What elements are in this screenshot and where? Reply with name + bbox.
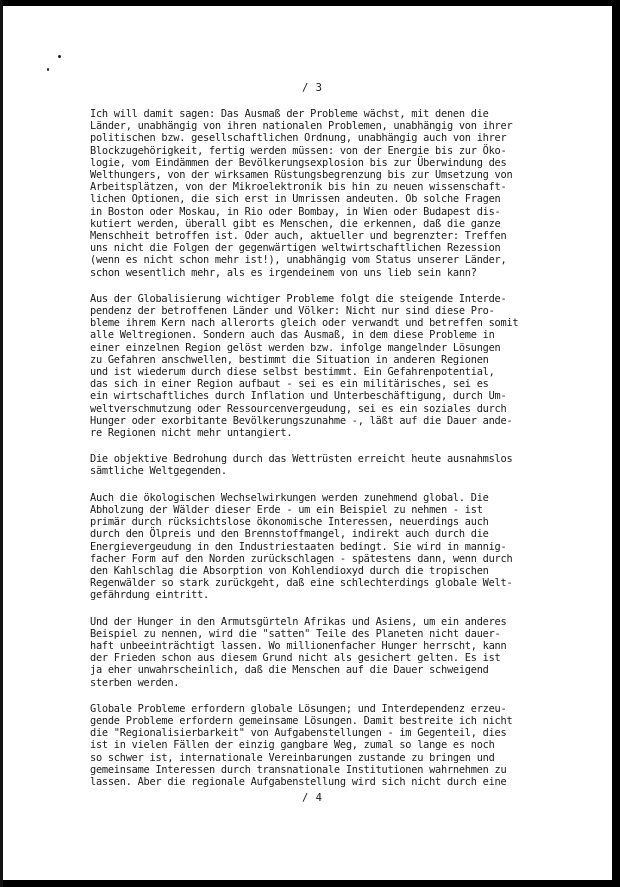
text-line: gefährdung eintritt. bbox=[90, 589, 209, 602]
text-line: Ich will damit sagen: Das Ausmaß der Probleme wächst, mit denen die bbox=[90, 108, 489, 120]
scan-border-top bbox=[0, 0, 620, 6]
text-line: kutiert werden, überall gibt es Menschen, die erkennen, daß die ganze bbox=[90, 217, 501, 230]
text-line: zu Gefahren anschwellen, bestimmt die Situation in anderen Regionen bbox=[90, 353, 489, 366]
scan-speck bbox=[58, 55, 61, 58]
text-line: sämtliche Weltgegenden. bbox=[90, 465, 227, 478]
text-line: Die objektive Bedrohung durch das Wettrüsten erreicht heute ausnahmslos bbox=[90, 453, 513, 466]
page-number-top: / 3 bbox=[302, 82, 323, 94]
scan-speck bbox=[47, 68, 49, 71]
text-line: in Boston oder Moskau, in Rio oder Bombay, in Wien oder Budapest dis- bbox=[90, 205, 501, 218]
text-line: haft unbeeinträchtigt lassen. Wo millionenfacher Hunger herrscht, kann bbox=[90, 639, 507, 652]
text-line: Regenwälder so stark zurückgeht, daß eine schlechterdings globale Welt- bbox=[90, 577, 513, 590]
text-line: ein wirtschaftliches durch Inflation und Unterbeschäftigung, durch Um- bbox=[90, 390, 507, 403]
text-line: facher Form auf den Norden zurückschlagen - spätestens dann, wenn durch bbox=[90, 552, 513, 565]
text-line: und ist wiederum durch diese selbst bestimmt. Ein Gefahrenpotential, bbox=[90, 366, 495, 379]
paragraph bbox=[90, 108, 582, 279]
paragraph bbox=[90, 293, 582, 439]
text-line: Und der Hunger in den Armutsgürteln Afrikas und Asiens, um ein anderes bbox=[90, 615, 507, 628]
text-line: Arbeitsplätzen, von der Mikroelektronik bis hin zu neuen wissenschaft- bbox=[90, 181, 507, 194]
text-line: durch den Ölpreis und den Brennstoffmangel, indirekt auch durch die bbox=[90, 528, 489, 541]
text-line: einer einzelnen Region gelöst werden bzw. infolge mangelnder Lösungen bbox=[90, 341, 501, 354]
text-line: gemeinsame Interessen durch transnationale Institutionen wahrnehmen zu bbox=[90, 763, 507, 776]
text-line: politischen bzw. gesellschaftlichen Ordnung, unabhängig auch von ihrer bbox=[90, 132, 507, 145]
text-line: primär durch rücksichtslose ökonomische Interessen, neuerdings auch bbox=[90, 516, 489, 529]
text-line: Blockzugehörigkeit, fertig werden müssen: von der Energie bis zur Öko- bbox=[90, 144, 507, 157]
text-line: lassen. Aber die regionale Aufgabenstellung wird sich nicht durch eine bbox=[90, 775, 507, 788]
text-line: der Frieden schon aus diesem Grund nicht als gesichert gelten. Es ist bbox=[90, 652, 501, 665]
text-line: lichen Optionen, die sich erst in Umrissen andeuten. Ob solche Fragen bbox=[90, 193, 501, 206]
text-line: (wenn es nicht schon mehr ist!), unabhängig vom Status unserer Länder, bbox=[90, 254, 507, 267]
text-line: schon wesentlich mehr, als es irgendeinem von uns lieb sein kann? bbox=[90, 266, 477, 279]
text-line: gende Probleme erfordern gemeinsame Lösungen. Damit bestreite ich nicht bbox=[90, 714, 513, 727]
text-line: alle Weltregionen. Sondern auch das Ausmaß, in dem diese Probleme in bbox=[90, 329, 495, 342]
body-text bbox=[90, 108, 582, 802]
text-line: weltverschmutzung oder Ressourcenvergeudung, sei es ein soziales durch bbox=[90, 402, 507, 415]
scan-border-right bbox=[612, 0, 620, 887]
text-line: so schwer ist, internationale Vereinbarungen zustande zu bringen und bbox=[90, 751, 495, 764]
text-line: Abholzung der Wälder dieser Erde - um ein Beispiel zu nehmen - ist bbox=[90, 503, 483, 516]
scan-border-bottom bbox=[0, 880, 620, 887]
paragraph bbox=[90, 453, 582, 477]
text-line: pendenz der betroffenen Länder und Völker: Nicht nur sind diese Pro- bbox=[90, 305, 495, 318]
paragraph bbox=[90, 616, 582, 689]
paragraph bbox=[90, 703, 582, 788]
scan-border-left bbox=[0, 0, 3, 887]
paragraph bbox=[90, 492, 582, 602]
text-line: logie, vom Eindämmen der Bevölkerungsexplosion bis zur Überwindung des bbox=[90, 156, 507, 169]
page-number-bottom: / 4 bbox=[302, 792, 323, 804]
text-line: Beispiel zu nennen, wird die "satten" Teile des Planeten nicht dauer- bbox=[90, 627, 501, 640]
text-line: das sich in einer Region aufbaut - sei es ein militärisches, sei es bbox=[90, 378, 489, 391]
text-line: Länder, unabhängig von ihren nationalen Problemen, unabhängig von ihrer bbox=[90, 120, 513, 133]
text-line: uns nicht die Folgen der gegenwärtigen weltwirtschaftlichen Rezession bbox=[90, 242, 501, 255]
text-line: Menschheit betroffen ist. Oder auch, aktueller und begrenzter: Treffen bbox=[90, 230, 507, 243]
text-line: Energievergeudung in den Industriestaaten bedingt. Sie wird in mannig- bbox=[90, 540, 507, 553]
text-line: sterben werden. bbox=[90, 676, 180, 689]
text-line: den Kahlschlag die Absorption von Kohlendioxyd durch die tropischen bbox=[90, 564, 489, 577]
text-line: ist in vielen Fällen der einzig gangbare Weg, zumal so lange es noch bbox=[90, 739, 495, 752]
text-line: ja eher unwahrscheinlich, daß die Menschen auf die Dauer schweigend bbox=[90, 664, 489, 677]
text-line: die "Regionalisierbarkeit" von Aufgabenstellungen - im Gegenteil, dies bbox=[90, 727, 507, 740]
text-line: Globale Probleme erfordern globale Lösungen; und Interdependenz erzeu- bbox=[90, 702, 507, 715]
text-line: Auch die ökologischen Wechselwirkungen werden zunehmend global. Die bbox=[90, 491, 489, 504]
text-line: Aus der Globalisierung wichtiger Probleme folgt die steigende Interde- bbox=[90, 292, 507, 305]
text-line: Welthungers, von der wirksamen Rüstungsbegrenzung bis zur Umsetzung von bbox=[90, 169, 513, 182]
text-line: re Regionen nicht mehr untangiert. bbox=[90, 427, 293, 440]
text-line: bleme ihrem Kern nach allerorts gleich oder verwandt und betreffen somit bbox=[90, 317, 519, 330]
text-line: Hunger oder exorbitante Bevölkerungszunahme -, läßt auf die Dauer ande- bbox=[90, 414, 513, 427]
